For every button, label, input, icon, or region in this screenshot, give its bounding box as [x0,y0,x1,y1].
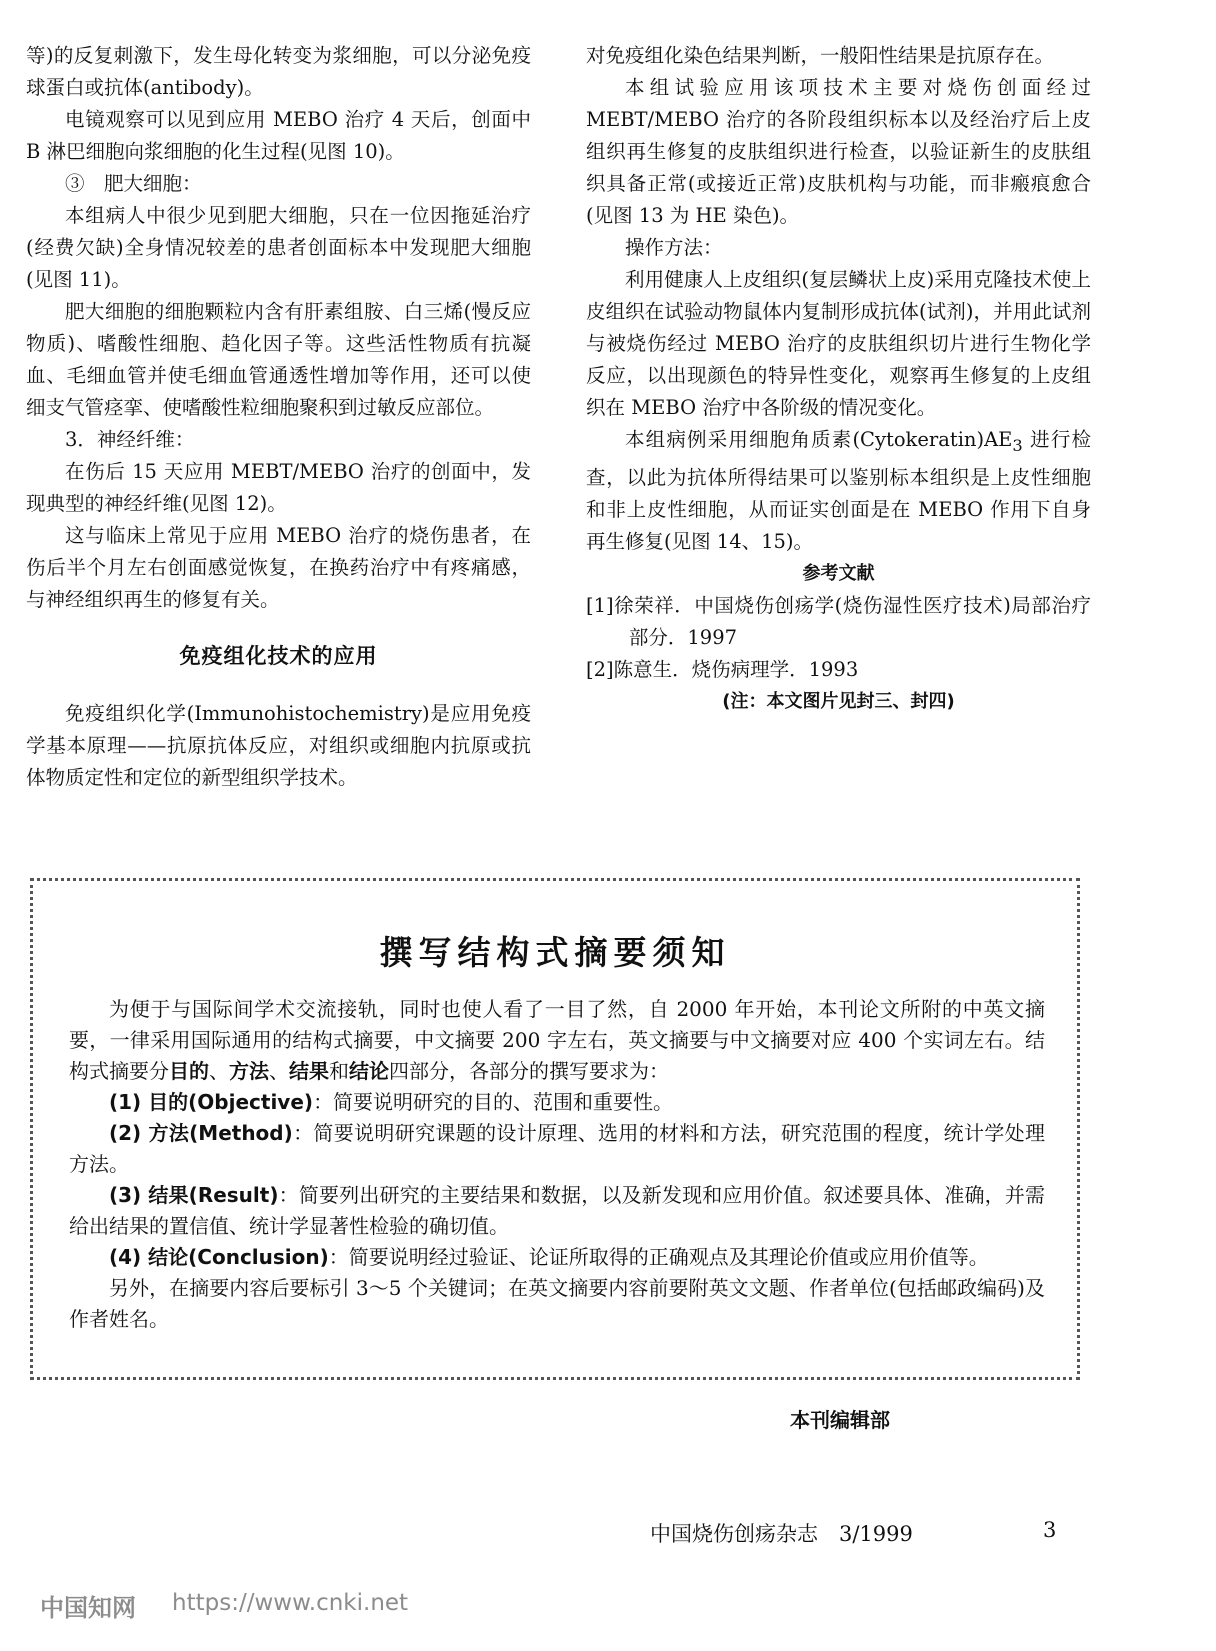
item-label: (3) 结果(Result) [109,1183,279,1207]
paragraph: 这与临床上常见于应用 MEBO 治疗的烧伤患者，在伤后半个月左右创面感觉恢复，在换药治疗中有疼痛感，与神经组织再生的修复有关。 [26,524,531,611]
paragraph: 免疫组织化学(Immunohistochemistry)是应用免疫学基本原理——抗原抗体反应，对组织或细胞内抗原或抗体物质定性和定位的新型组织学技术。 [26,702,531,789]
item-text: ：简要说明经过验证、论证所取得的正确观点及其理论价值或应用价值等。 [328,1245,989,1269]
paragraph: 利用健康人上皮组织(复层鳞状上皮)采用克隆技术使上皮组织在试验动物鼠体内复制形成抗体(试剂)，并用此试剂与被烧伤经过 MEBO 治疗的皮肤组织切片进行生物化学反应，以出现颜色的特异性变化，观察再生修复的上皮组织在 MEBO 治疗中各阶级的情况变化。 [586,268,1091,419]
section-heading: 免疫组化技术的应用 [179,644,378,668]
watermark-url: https://www.cnki.net [172,1590,409,1616]
notice-body [33,994,1077,1335]
notice-box [30,878,1080,1380]
notice-item [69,1180,1045,1242]
references-heading: 参考文献 [802,562,875,584]
reference-item: [2]陈意生．烧伤病理学．1993 [586,657,859,681]
item-text: ：简要说明研究课题的设计原理、选用的材料和方法，研究范围的程度，统计学处理方法。 [69,1121,1046,1176]
notice-item [69,1242,1045,1273]
keyword: 目的 [169,1059,209,1083]
item-label: (2) 方法(Method) [109,1121,293,1145]
keyword: 结果 [289,1059,329,1083]
paragraph: 对免疫组化染色结果判断，一般阳性结果是抗原存在。 [586,44,1055,67]
figure-note: (注：本文图片见封三、封四) [722,690,955,712]
text: 和 [329,1059,349,1083]
paragraph: 本组试验应用该项技术主要对烧伤创面经过 MEBT/MEBO 治疗的各阶段组织标本以及经治疗后上皮组织再生修复的皮肤组织进行检查，以验证新生的皮肤组织具备正常(或接近正常)皮肤机构与功能，而非瘢痕愈合(见图 13 为 HE 染色)。 [586,76,1091,227]
paragraph: 肥大细胞的细胞颗粒内含有肝素组胺、白三烯(慢反应物质)、嗜酸性细胞、趋化因子等。这些活性物质有抗凝血、毛细血管并使毛细血管通透性增加等作用，还可以使细支气管痉挛、使嗜酸性粒细胞聚积到过敏反应部位。 [26,300,531,419]
paragraph: 在伤后 15 天应用 MEBT/MEBO 治疗的创面中，发现典型的神经纤维(见图 12)。 [26,460,531,515]
paragraph: 本组病人中很少见到肥大细胞，只在一位因拖延治疗(经费欠缺)全身情况较差的患者创面标本中发现肥大细胞(见图 11)。 [26,204,531,291]
footer-journal: 中国烧伤创疡杂志 3/1999 [650,1522,913,1546]
item-text: ：简要列出研究的主要结果和数据，以及新发现和应用价值。叙述要具体、准确，并需给出结果的置信值、统计学显著性检验的确切值。 [69,1183,1046,1238]
paragraph-part: 本组病例采用细胞角质素(Cytokeratin)AE [625,428,1013,451]
paragraph [586,424,1091,558]
subsection-label: 3．神经纤维： [65,428,195,451]
reference-item: [1]徐荣祥．中国烧伤创疡学(烧伤湿性医疗技术)局部治疗部分．1997 [586,593,1091,649]
notice-item [69,1087,1045,1118]
notice-extra: 另外，在摘要内容后要标引 3～5 个关键词；在英文摘要内容前要附英文文题、作者单位(包括邮政编码)及作者姓名。 [69,1276,1045,1331]
paragraph-part: 进行检查，以此为抗体所得结果可以鉴别标本组织是上皮性细胞和非上皮性细胞，从而证实创面是在 MEBO 作用下自身再生修复(见图 14、15)。 [586,428,1091,553]
left-column [26,40,531,794]
subscript: 3 [1012,435,1023,455]
watermark-logo: 中国知网 [40,1594,136,1622]
item-label: (1) 目的(Objective) [109,1090,314,1114]
paragraph: 电镜观察可以见到应用 MEBO 治疗 4 天后，创面中 B 淋巴细胞向浆细胞的化生过程(见图 10)。 [26,108,531,163]
notice-item [69,1118,1045,1180]
keyword: 方法 [229,1059,269,1083]
right-column [586,40,1091,718]
editorial-signature: 本刊编辑部 [790,1408,890,1432]
subsection-label: ③ 肥大细胞： [65,172,202,195]
page-number: 3 [1043,1518,1057,1542]
paragraph: 等)的反复刺激下，发生母化转变为浆细胞，可以分泌免疫球蛋白或抗体(antibody)。 [26,44,531,99]
item-label: (4) 结论(Conclusion) [109,1245,329,1269]
text: 为便于与国际间学术交流接轨，同时也使人看了一目了然，自 2000 年开始，本刊论文所附的中英文摘要，一律采用国际通用的结构式摘要，中文摘要 200 字左右，英文摘要与中文摘要对应 400 个实词左右。结构式摘要分 [69,997,1045,1083]
item-text: ：简要说明研究的目的、范围和重要性。 [313,1090,674,1114]
notice-title: 撰写结构式摘要须知 [379,933,731,972]
notice-intro: 为便于与国际间学术交流接轨，同时也使人看了一目了然，自 2000 年开始，本刊论文所附的中英文摘要，一律采用国际通用的结构式摘要，中文摘要 200 字左右，英文摘要与中文摘要对应 400 个实词左右。结构式摘要分目的、方法、结果和结论四部分，各部分的撰写要求为： [69,997,1045,1083]
text: 四部分，各部分的撰写要求为： [389,1059,669,1083]
subsection-label: 操作方法： [625,236,723,259]
keyword: 结论 [349,1059,389,1083]
